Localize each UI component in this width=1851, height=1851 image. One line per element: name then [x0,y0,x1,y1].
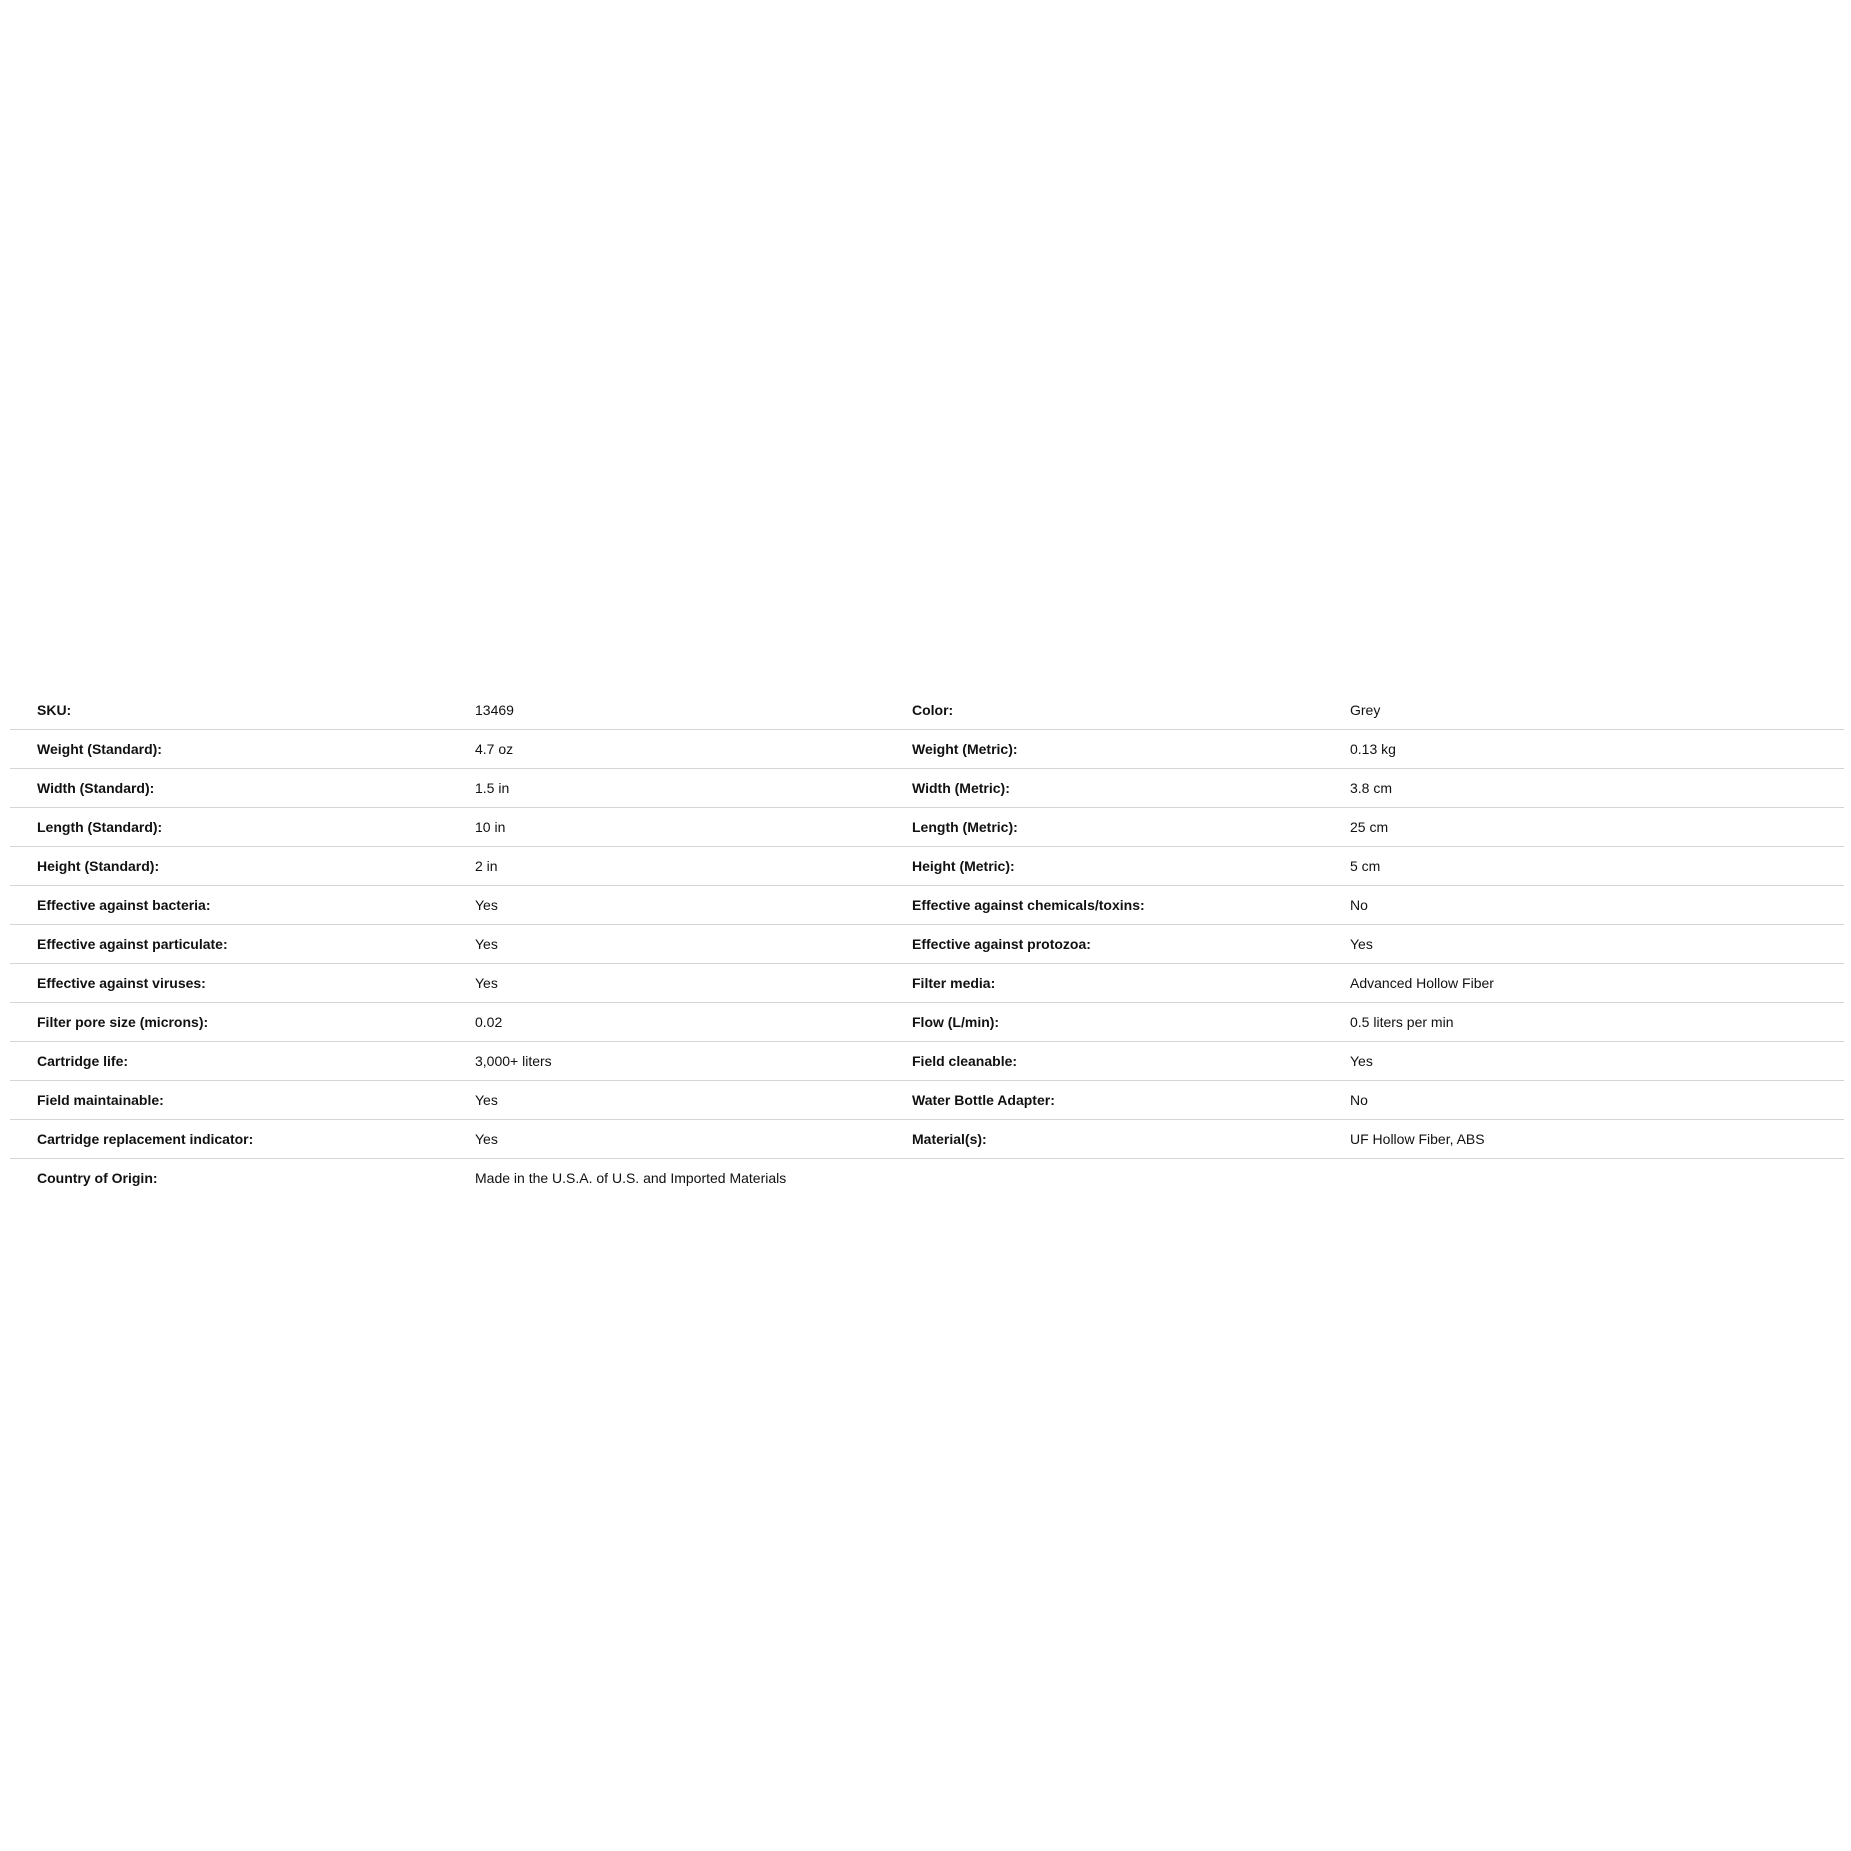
spec-value: 2 in [475,858,498,874]
spec-label: Length (Metric): [912,819,1018,835]
spec-label: Effective against chemicals/toxins: [912,897,1145,913]
spec-value: 0.02 [475,1014,503,1030]
spec-value: Grey [1350,702,1381,718]
spec-value: 0.13 kg [1350,741,1396,757]
spec-row-particulate-protozoa [10,925,1844,964]
spec-value: 3.8 cm [1350,780,1393,796]
spec-label: Cartridge life: [37,1053,129,1069]
spec-value: 3,000+ liters [475,1053,552,1069]
spec-label: Country of Origin: [37,1170,158,1186]
spec-row-cartridge-cleanable [10,1042,1844,1081]
spec-label: Effective against particulate: [37,936,228,952]
spec-label: Cartridge replacement indicator: [37,1131,254,1147]
spec-value: No [1350,1092,1368,1108]
spec-row-sku [10,691,1844,730]
spec-label: Width (Standard): [37,780,155,796]
spec-label: Filter pore size (microns): [37,1014,209,1030]
spec-label: Filter media: [912,975,996,991]
spec-label: Field maintainable: [37,1092,164,1108]
spec-label: Weight (Standard): [37,741,162,757]
spec-value: Advanced Hollow Fiber [1350,975,1494,991]
spec-value: 4.7 oz [475,741,514,757]
spec-label: Weight (Metric): [912,741,1018,757]
spec-row-length [10,808,1844,847]
spec-row-indicator-material [10,1120,1844,1159]
spec-value: 25 cm [1350,819,1389,835]
spec-label: Color: [912,702,954,718]
spec-label: Length (Standard): [37,819,163,835]
spec-value: 13469 [475,702,514,718]
spec-row-pore-flow [10,1003,1844,1042]
spec-value: Yes [1350,936,1373,952]
spec-value: UF Hollow Fiber, ABS [1350,1131,1485,1147]
spec-value: Yes [475,936,498,952]
spec-value: Yes [475,897,498,913]
spec-value: 10 in [475,819,506,835]
spec-value: Yes [1350,1053,1373,1069]
spec-label: Material(s): [912,1131,987,1147]
spec-label: Effective against viruses: [37,975,206,991]
spec-label: SKU: [37,702,72,718]
spec-value: Made in the U.S.A. of U.S. and Imported Materials [475,1170,787,1186]
spec-label: Height (Standard): [37,858,160,874]
spec-value: Yes [475,975,498,991]
spec-label: Effective against bacteria: [37,897,211,913]
spec-label: Flow (L/min): [912,1014,1000,1030]
spec-row-maintainable-adapter [10,1081,1844,1120]
spec-row-weight [10,730,1844,769]
spec-row-viruses-media [10,964,1844,1003]
spec-label: Field cleanable: [912,1053,1018,1069]
spec-row-height [10,847,1844,886]
spec-label: Effective against protozoa: [912,936,1091,952]
spec-row-bacteria-chemicals [10,886,1844,925]
spec-value: 5 cm [1350,858,1381,874]
spec-row-width [10,769,1844,808]
spec-label: Height (Metric): [912,858,1015,874]
spec-value: Yes [475,1092,498,1108]
spec-row-country-of-origin [10,1159,1844,1191]
spec-value: Yes [475,1131,498,1147]
spec-table [10,691,1844,1191]
spec-value: No [1350,897,1368,913]
spec-value: 1.5 in [475,780,510,796]
spec-value: 0.5 liters per min [1350,1014,1454,1030]
spec-label: Width (Metric): [912,780,1010,796]
spec-label: Water Bottle Adapter: [912,1092,1055,1108]
